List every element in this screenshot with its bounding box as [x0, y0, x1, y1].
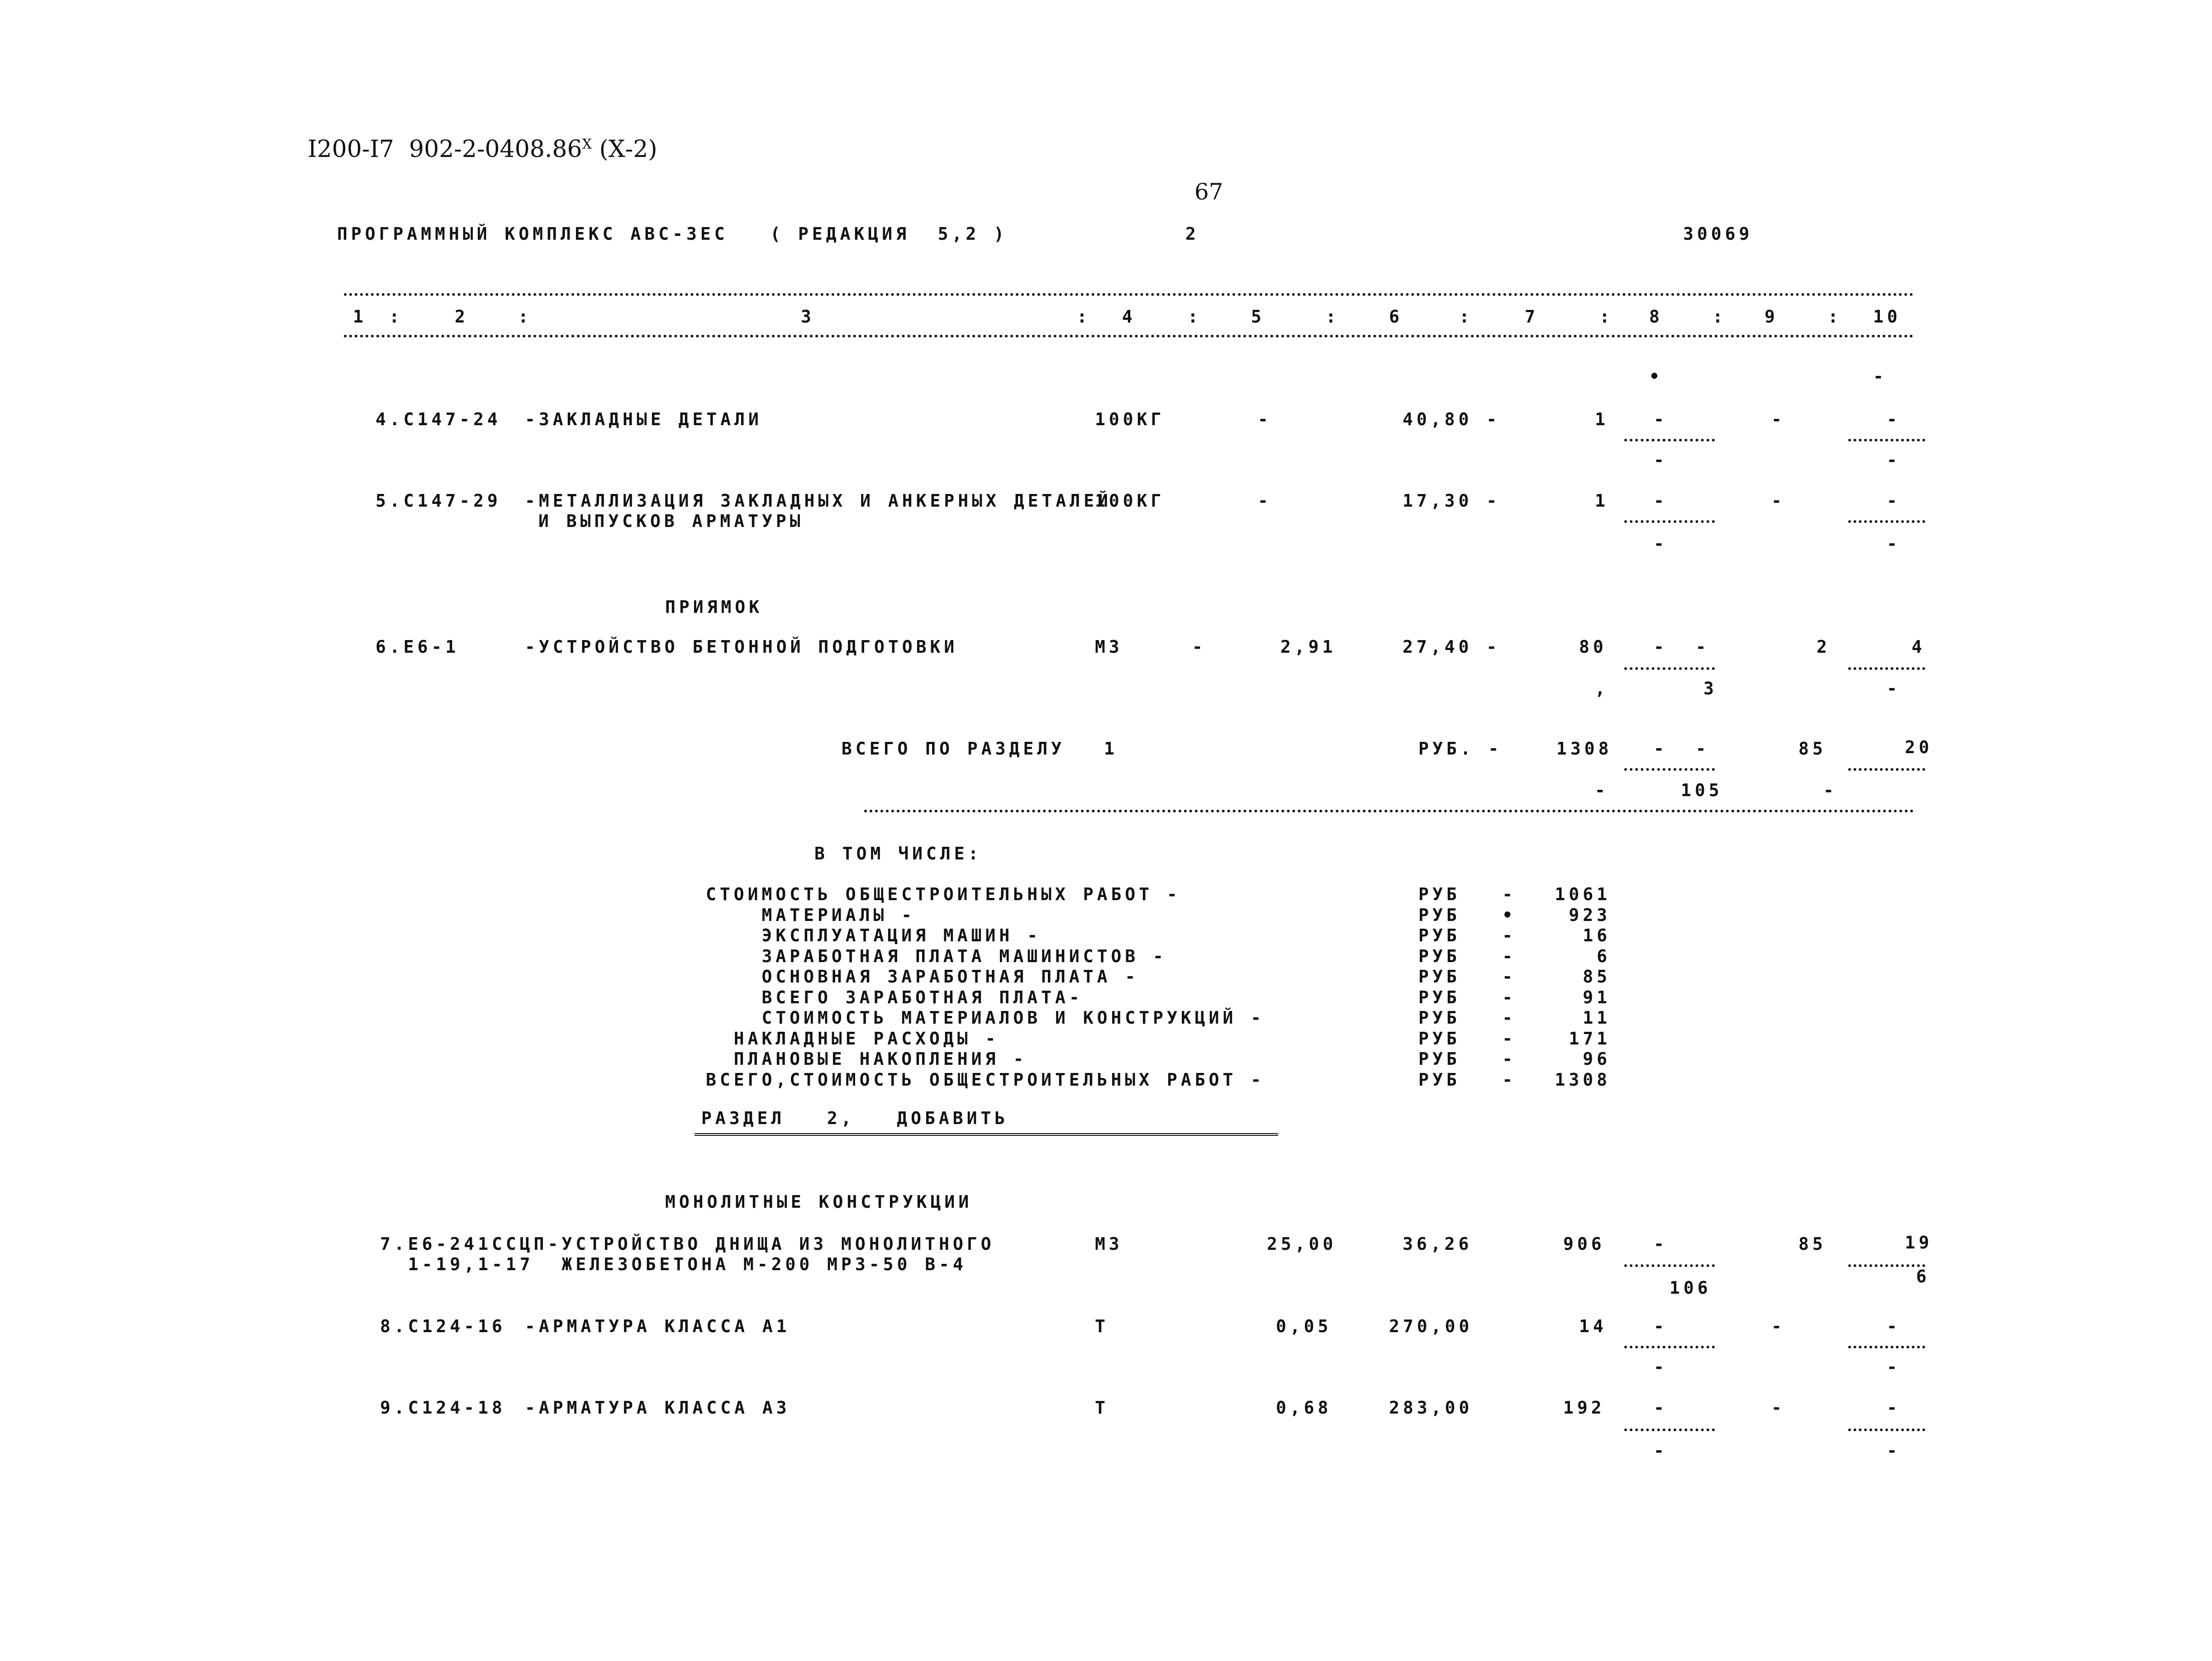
row-unit: М3: [1095, 1234, 1123, 1254]
col-9: 9: [1765, 307, 1779, 327]
document-page: I200-I7 $902-2-0408.86^Х$ (Х-2) 67 ПРОГРАММНЫЙ КОМПЛЕКС АВС-ЗЕС ( РЕДАКЦИЯ 5,2 ) 2 30069 1 : 2 : 3 : 4 : 5 : 6 : 7 : 8 : 9 : 10 • - 4.С147-24 -ЗАКЛАДНЫЕ ДЕТАЛИ 100КГ - 40,80 - 1 - - - - - 5.С147-29 -МЕТАЛЛИЗАЦИЯ ЗАКЛАДНЫХ И АНКЕРНЫХ ДЕТАЛЕЙ И ВЫПУСКОВ АРМАТУРЫ 100КГ - 17,30 - 1 - - - - - ПРИЯМОК 6.Е6-1 -УСТРОЙСТВО БЕТОННОЙ ПОДГОТОВКИ М3 - 2,91 27,40 - 80 - - 2 4 , 3 - ВСЕГО ПО РАЗДЕЛУ 1 РУБ. - 1308 - - 85 20 - 105 - В ТОМ ЧИСЛЕ: СТОИМОСТЬ ОБЩЕСТРОИТЕЛЬНЫХ РАБОТ - РУБ - 1061 МАТЕРИАЛЫ - РУБ • 923 ЭКСПЛУАТАЦИЯ МАШИН - РУБ - 16 ЗАРАБОТНАЯ ПЛАТА МАШИНИСТОВ - РУБ - 6 ОСНОВНАЯ ЗАРАБОТНАЯ ПЛАТА - РУБ - 85 ВСЕГО ЗАРАБОТНАЯ ПЛАТА- РУБ - 91 СТОИМОСТЬ МАТЕРИАЛОВ И КОНСТРУКЦИЙ - РУБ - 11 НАКЛАДНЫЕ РАСХОДЫ - РУБ - 171 ПЛАНОВЫЕ НАКОПЛЕНИЯ - РУБ - 96 ВСЕГО,СТОИМОСТЬ ОБЩЕСТРОИТЕЛЬНЫХ РАБОТ - РУБ - 1308 РАЗДЕЛ 2, ДОБАВИТЬ МОНОЛИТНЫЕ КОНСТРУКЦИИ 7.Е6-241ССЦП-УСТРОЙСТВО ДНИЩА ИЗ МОНОЛИТНОГО 1-19,1-17 ЖЕЛЕЗОБЕТОНА М-200 МРЗ-50 В-4 М3 25,00 36,26 906 - 85 19 106 6 8.С124-16 -АРМАТУРА КЛАССА А1 Т 0,05 270,00 14 - - - - - 9.С124-18 -АРМАТУРА КЛАССА А3 Т 0,68 283,00 192 - - - - -: [308, 136, 1933, 1461]
row-name: -АРМАТУРА КЛАССА А3: [525, 1398, 790, 1418]
breakdown-label: ВСЕГО,СТОИМОСТЬ ОБЩЕСТРОИТЕЛЬНЫХ РАБОТ -: [706, 1070, 1265, 1090]
col-8: 8: [1649, 307, 1663, 327]
row-name: -МЕТАЛЛИЗАЦИЯ ЗАКЛАДНЫХ И АНКЕРНЫХ ДЕТАЛЕЙ: [525, 491, 1112, 511]
breakdown-unit: РУБ -: [1418, 1049, 1517, 1069]
col-10: 10: [1873, 307, 1901, 327]
row-unit: Т: [1095, 1316, 1109, 1336]
breakdown-value: 6: [1597, 946, 1611, 966]
row-unit: 100КГ: [1095, 491, 1165, 511]
breakdown-label: ПЛАНОВЫЕ НАКОПЛЕНИЯ -: [706, 1049, 1028, 1069]
section2-subtitle: МОНОЛИТНЫЕ КОНСТРУКЦИИ: [665, 1192, 973, 1212]
breakdown-label: ВСЕГО ЗАРАБОТНАЯ ПЛАТА-: [706, 987, 1083, 1007]
col-6: 6: [1389, 307, 1403, 327]
breakdown-unit: РУБ •: [1418, 905, 1517, 925]
row-unit: Т: [1095, 1398, 1109, 1418]
row-code: 4.С147-24: [376, 409, 501, 429]
row-code: 6.Е6-1: [376, 637, 460, 657]
breakdown-value: 923: [1569, 905, 1611, 925]
row-code: 5.С147-29: [376, 491, 501, 511]
col-7: 7: [1525, 307, 1539, 327]
breakdown-unit: РУБ -: [1418, 1008, 1517, 1028]
row-code: 9.С124-18: [380, 1398, 506, 1418]
total-label: ВСЕГО ПО РАЗДЕЛУ: [842, 739, 1066, 759]
section2-underline: [695, 1133, 1278, 1136]
breakdown-value: 11: [1583, 1008, 1611, 1028]
row-code: 7.Е6-241ССЦП-УСТРОЙСТВО ДНИЩА ИЗ МОНОЛИТНОГО: [380, 1234, 995, 1254]
page-number: 67: [1194, 179, 1223, 205]
breakdown-value: 171: [1569, 1029, 1611, 1049]
row-unit: М3: [1095, 637, 1123, 657]
breakdown-label: ЭКСПЛУАТАЦИЯ МАШИН -: [706, 925, 1042, 945]
total-sum: 1308: [1556, 739, 1613, 759]
row-code: 8.С124-16: [380, 1316, 506, 1336]
document-stamp: I200-I7 $902-2-0408.86^Х$ (Х-2): [308, 136, 657, 163]
col-2: 2: [455, 307, 469, 327]
col-4: 4: [1122, 307, 1136, 327]
section-heading: ПРИЯМОК: [665, 597, 763, 617]
breakdown-value: 16: [1583, 925, 1611, 945]
header-rule-bottom: [344, 335, 1914, 337]
col-5: 5: [1251, 307, 1265, 327]
breakdown-unit: РУБ -: [1418, 946, 1517, 966]
program-title: ПРОГРАММНЫЙ КОМПЛЕКС АВС-ЗЕС ( РЕДАКЦИЯ 5,2 ): [337, 224, 1008, 244]
col-1: 1: [353, 307, 367, 327]
row-code-cont: 1-19,1-17 ЖЕЛЕЗОБЕТОНА М-200 МРЗ-50 В-4: [380, 1254, 967, 1274]
breakdown-value: 91: [1583, 987, 1611, 1007]
breakdown-label: ЗАРАБОТНАЯ ПЛАТА МАШИНИСТОВ -: [706, 946, 1167, 966]
breakdown-label: СТОИМОСТЬ ОБЩЕСТРОИТЕЛЬНЫХ РАБОТ -: [706, 884, 1181, 904]
breakdown-label: МАТЕРИАЛЫ -: [706, 905, 916, 925]
header-rule-top: [344, 293, 1914, 296]
breakdown-heading: В ТОМ ЧИСЛЕ:: [814, 844, 982, 864]
breakdown-unit: РУБ -: [1418, 884, 1517, 904]
breakdown-label: СТОИМОСТЬ МАТЕРИАЛОВ И КОНСТРУКЦИЙ -: [706, 1008, 1265, 1028]
breakdown-unit: РУБ -: [1418, 1070, 1517, 1090]
row-name: -УСТРОЙСТВО БЕТОННОЙ ПОДГОТОВКИ: [525, 637, 958, 657]
document-code: 30069: [1683, 224, 1753, 244]
breakdown-value: 96: [1583, 1049, 1611, 1069]
row-name: -АРМАТУРА КЛАССА А1: [525, 1316, 790, 1336]
breakdown-value: 1308: [1555, 1070, 1611, 1090]
breakdown-unit: РУБ -: [1418, 987, 1517, 1007]
breakdown-value: 85: [1583, 967, 1611, 987]
breakdown-label: НАКЛАДНЫЕ РАСХОДЫ -: [706, 1029, 999, 1049]
sheet-number: 2: [1185, 224, 1199, 244]
col-3: 3: [801, 307, 815, 327]
row-name: -ЗАКЛАДНЫЕ ДЕТАЛИ: [525, 409, 762, 429]
breakdown-value: 1061: [1555, 884, 1611, 904]
breakdown-unit: РУБ -: [1418, 967, 1517, 987]
breakdown-label: ОСНОВНАЯ ЗАРАБОТНАЯ ПЛАТА -: [706, 967, 1139, 987]
section2-title: РАЗДЕЛ 2, ДОБАВИТЬ: [701, 1108, 1009, 1128]
row-unit: 100КГ: [1095, 409, 1165, 429]
breakdown-unit: РУБ -: [1418, 925, 1517, 945]
row-name-cont: И ВЫПУСКОВ АРМАТУРЫ: [538, 511, 804, 531]
breakdown-unit: РУБ -: [1418, 1029, 1517, 1049]
